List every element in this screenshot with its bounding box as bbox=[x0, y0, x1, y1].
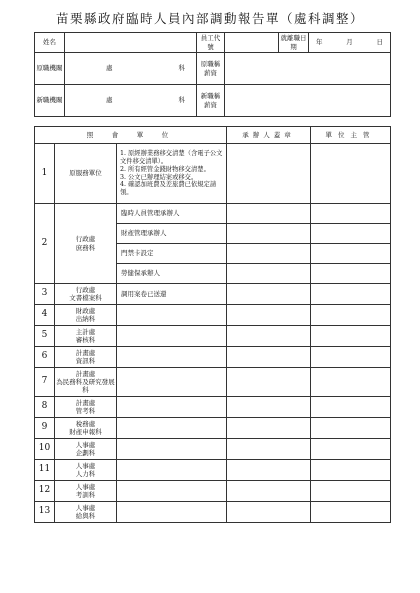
supervisor-cell[interactable] bbox=[311, 204, 391, 224]
checklist-item: 2. 所有經管金錢財物移交清楚。 bbox=[120, 165, 210, 173]
supervisor-cell[interactable] bbox=[311, 326, 391, 347]
unit-line: 人事處 bbox=[75, 503, 96, 512]
unit-name bbox=[55, 481, 117, 502]
unit-line: 原服務單位 bbox=[69, 169, 102, 178]
task-cell bbox=[117, 460, 227, 481]
new-unit-sec: 科 bbox=[178, 96, 185, 105]
row-number: 12 bbox=[35, 481, 55, 502]
contractor-seal-cell[interactable] bbox=[227, 264, 311, 284]
unit-line: 考訓科 bbox=[75, 491, 96, 499]
date-year: 年 bbox=[316, 38, 323, 47]
table-row bbox=[35, 368, 391, 397]
row-number: 2 bbox=[35, 204, 55, 284]
unit-line: 主計處 bbox=[75, 327, 96, 336]
new-pay-label: 新職稱薪資 bbox=[197, 85, 225, 117]
unit-name bbox=[55, 439, 117, 460]
row-number: 11 bbox=[35, 460, 55, 481]
contractor-seal-cell[interactable] bbox=[227, 368, 311, 397]
date-day: 日 bbox=[376, 38, 383, 47]
row-number: 9 bbox=[35, 418, 55, 439]
task-cell bbox=[117, 368, 227, 397]
table-row bbox=[35, 144, 391, 204]
unit-name bbox=[55, 460, 117, 481]
unit-line: 計畫處 bbox=[75, 348, 96, 357]
contractor-seal-cell[interactable] bbox=[227, 305, 311, 326]
name-field[interactable] bbox=[65, 33, 197, 53]
unit-name bbox=[55, 397, 117, 418]
duty-date-field[interactable] bbox=[309, 33, 391, 53]
unit-line: 資訊科 bbox=[75, 357, 96, 365]
task-cell: 臨時人員管理承辦人 bbox=[117, 204, 227, 224]
personal-info-table bbox=[34, 32, 391, 117]
unit-name bbox=[55, 368, 117, 397]
checklist-item: 4. 確認加班費及差旅費已依規定請領。 bbox=[120, 181, 217, 197]
unit-line: 管考科 bbox=[75, 407, 96, 415]
row-number: 1 bbox=[35, 144, 55, 204]
task-cell bbox=[117, 481, 227, 502]
table-row bbox=[35, 305, 391, 326]
unit-name bbox=[55, 502, 117, 523]
staff-id-field[interactable] bbox=[225, 33, 279, 53]
task-cell bbox=[117, 305, 227, 326]
contractor-seal-cell[interactable] bbox=[227, 460, 311, 481]
row-number: 3 bbox=[35, 284, 55, 305]
col-supervisor-header: 單位主管 bbox=[311, 127, 391, 144]
col-unit-header: 照 會 單 位 bbox=[35, 127, 227, 144]
contractor-seal-cell[interactable] bbox=[227, 418, 311, 439]
orig-unit-sec: 科 bbox=[178, 64, 185, 73]
unit-line: 人力科 bbox=[75, 470, 96, 478]
unit-line: 行政處 bbox=[75, 285, 96, 294]
unit-line: 為民務科及研究發展科 bbox=[56, 377, 115, 395]
supervisor-cell[interactable] bbox=[311, 397, 391, 418]
supervisor-cell[interactable] bbox=[311, 368, 391, 397]
checklist-item: 1. 原經辦業務移交清楚（含電子公文文件移交清單）。 bbox=[120, 149, 223, 165]
staff-id-label: 員工代號 bbox=[197, 33, 225, 53]
task-cell bbox=[117, 397, 227, 418]
supervisor-cell[interactable] bbox=[311, 481, 391, 502]
contractor-seal-cell[interactable] bbox=[227, 397, 311, 418]
row-number: 4 bbox=[35, 305, 55, 326]
orig-unit-field[interactable] bbox=[65, 53, 197, 85]
row-number: 7 bbox=[35, 368, 55, 397]
unit-line: 審核科 bbox=[75, 336, 96, 344]
task-cell bbox=[117, 326, 227, 347]
unit-line: 企劃科 bbox=[75, 449, 96, 457]
unit-name bbox=[55, 418, 117, 439]
unit-name bbox=[55, 347, 117, 368]
contractor-seal-cell[interactable] bbox=[227, 144, 311, 204]
checklist-items bbox=[117, 144, 227, 204]
orig-pay-field[interactable] bbox=[225, 53, 391, 85]
contractor-seal-cell[interactable] bbox=[227, 224, 311, 244]
new-unit-field[interactable] bbox=[65, 85, 197, 117]
new-pay-field[interactable] bbox=[225, 85, 391, 117]
task-cell: 勞健保承辦人 bbox=[117, 264, 227, 284]
task-cell bbox=[117, 439, 227, 460]
unit-name bbox=[55, 204, 117, 284]
task-cell bbox=[117, 418, 227, 439]
row-number: 5 bbox=[35, 326, 55, 347]
clearance-table bbox=[34, 126, 391, 523]
unit-line: 計畫處 bbox=[75, 398, 96, 407]
unit-name bbox=[55, 144, 117, 204]
supervisor-cell[interactable] bbox=[311, 284, 391, 305]
table-row bbox=[35, 439, 391, 460]
unit-line: 出納科 bbox=[75, 315, 96, 323]
unit-line: 文書檔案科 bbox=[69, 294, 102, 302]
supervisor-cell[interactable] bbox=[311, 144, 391, 204]
unit-line: 財政處 bbox=[75, 306, 96, 315]
contractor-seal-cell[interactable] bbox=[227, 502, 311, 523]
supervisor-cell[interactable] bbox=[311, 460, 391, 481]
contractor-seal-cell[interactable] bbox=[227, 244, 311, 264]
form-title: 苗栗縣政府臨時人員內部調動報告單（處科調整） bbox=[55, 11, 364, 26]
table-row bbox=[35, 481, 391, 502]
task-cell bbox=[117, 347, 227, 368]
contractor-seal-cell[interactable] bbox=[227, 439, 311, 460]
supervisor-cell[interactable] bbox=[311, 244, 391, 264]
supervisor-cell[interactable] bbox=[311, 305, 391, 326]
unit-line: 計畫處 bbox=[75, 369, 96, 378]
table-row bbox=[35, 418, 391, 439]
orig-pay-label: 原職稱薪資 bbox=[197, 53, 225, 85]
unit-line: 行政處 bbox=[75, 235, 96, 244]
unit-line: 人事處 bbox=[75, 440, 96, 449]
supervisor-cell[interactable] bbox=[311, 439, 391, 460]
checklist-item: 3. 公文已辦理結案或移交。 bbox=[120, 173, 198, 181]
task-cell: 調用案卷已送還 bbox=[117, 284, 227, 305]
row-number: 6 bbox=[35, 347, 55, 368]
row-number: 13 bbox=[35, 502, 55, 523]
table-row bbox=[35, 347, 391, 368]
supervisor-cell[interactable] bbox=[311, 264, 391, 284]
task-cell bbox=[117, 502, 227, 523]
new-unit-label: 新職機關 bbox=[35, 85, 65, 117]
row-number: 8 bbox=[35, 397, 55, 418]
table-row bbox=[35, 204, 391, 224]
supervisor-cell[interactable] bbox=[311, 224, 391, 244]
unit-line: 庶務科 bbox=[75, 243, 96, 252]
table-row bbox=[35, 460, 391, 481]
orig-unit-dept: 處 bbox=[106, 64, 113, 73]
supervisor-cell[interactable] bbox=[311, 502, 391, 523]
contractor-seal-cell[interactable] bbox=[227, 284, 311, 305]
unit-name bbox=[55, 284, 117, 305]
table-row bbox=[35, 397, 391, 418]
name-label: 姓名 bbox=[35, 33, 65, 53]
unit-name bbox=[55, 305, 117, 326]
task-cell: 門禁卡設定 bbox=[117, 244, 227, 264]
task-cell: 財產管理承辦人 bbox=[117, 224, 227, 244]
col-contractor-header: 承辦人蓋章 bbox=[227, 127, 311, 144]
duty-date-label: 就離職日期 bbox=[280, 34, 307, 51]
table-row bbox=[35, 326, 391, 347]
unit-name bbox=[55, 326, 117, 347]
table-row bbox=[35, 502, 391, 523]
orig-unit-label: 原職機關 bbox=[35, 53, 65, 85]
unit-line: 給與科 bbox=[75, 512, 96, 520]
new-unit-dept: 處 bbox=[106, 96, 113, 105]
table-row bbox=[35, 284, 391, 305]
date-month: 月 bbox=[346, 38, 353, 47]
supervisor-cell[interactable] bbox=[311, 418, 391, 439]
supervisor-cell[interactable] bbox=[311, 347, 391, 368]
contractor-seal-cell[interactable] bbox=[227, 481, 311, 502]
contractor-seal-cell[interactable] bbox=[227, 347, 311, 368]
unit-line: 財產申報科 bbox=[69, 428, 102, 436]
contractor-seal-cell[interactable] bbox=[227, 326, 311, 347]
unit-line: 人事處 bbox=[75, 482, 96, 491]
unit-line: 稅務處 bbox=[75, 419, 96, 428]
contractor-seal-cell[interactable] bbox=[227, 204, 311, 224]
row-number: 10 bbox=[35, 439, 55, 460]
unit-line: 人事處 bbox=[75, 461, 96, 470]
